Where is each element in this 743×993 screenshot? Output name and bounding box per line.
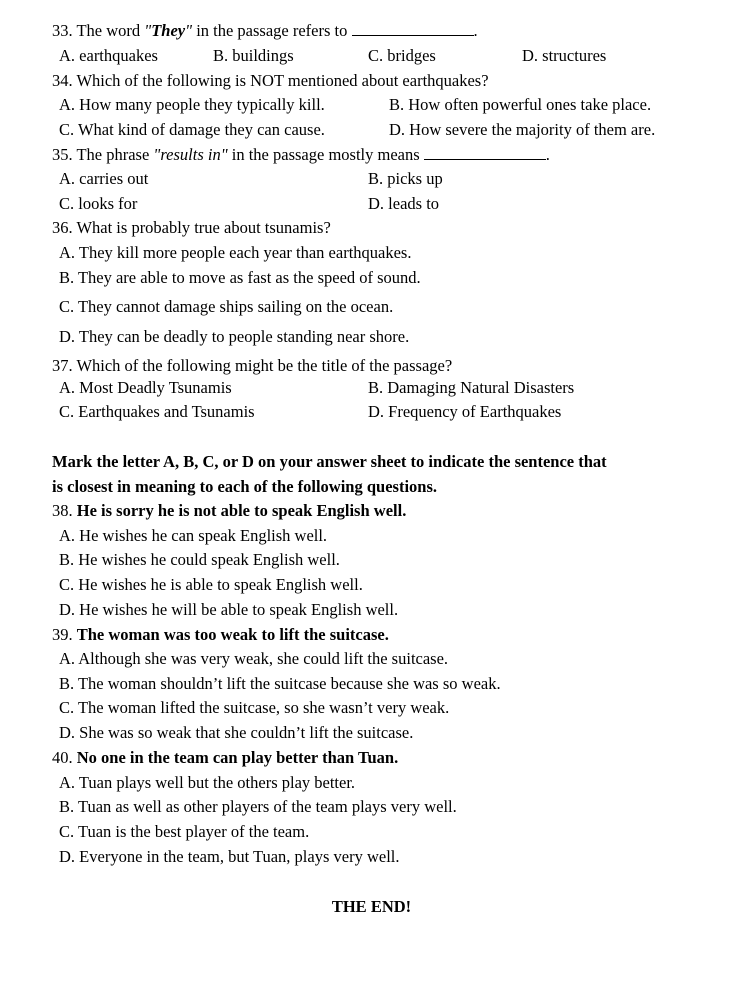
q36-number: 36. <box>52 218 73 237</box>
q35-option-a[interactable]: A. carries out <box>59 169 149 188</box>
q34-option-b[interactable]: B. How often powerful ones take place. <box>389 95 652 114</box>
q36-option-c[interactable]: C. They cannot damage ships sailing on the ocean. <box>59 297 394 316</box>
q35-end: . <box>545 145 550 164</box>
q40-option-c[interactable]: C. Tuan is the best player of the team. <box>59 822 310 841</box>
q39-option-c[interactable]: C. The woman lifted the suitcase, so she wasn’t very weak. <box>59 698 450 717</box>
q38-option-c[interactable]: C. He wishes he is able to speak English well. <box>59 575 363 594</box>
q36-option-b[interactable]: B. They are able to move as fast as the speed of sound. <box>59 268 421 287</box>
q33-stem <box>52 21 478 41</box>
q39-option-a[interactable]: A. Although she was very weak, she could lift the suitcase. <box>59 649 449 668</box>
q34-text: Which of the following is NOT mentioned about earthquakes? <box>76 71 489 90</box>
q39-text: The woman was too weak to lift the suitcase. <box>76 625 389 644</box>
q36-stem <box>52 218 331 238</box>
q33-option-b[interactable]: B. buildings <box>213 46 294 65</box>
q40-option-b[interactable]: B. Tuan as well as other players of the team plays very well. <box>59 797 457 816</box>
q36-option-d[interactable]: D. They can be deadly to people standing near shore. <box>59 327 410 346</box>
q38-option-d[interactable]: D. He wishes he will be able to speak English well. <box>59 600 399 619</box>
q35-option-c[interactable]: C. looks for <box>59 194 138 213</box>
q39-stem <box>52 625 389 645</box>
instruction-line-1: Mark the letter A, B, C, or D on your answer sheet to indicate the sentence that <box>52 452 607 471</box>
q33-text-before: The word <box>76 21 145 40</box>
q38-option-a[interactable]: A. He wishes he can speak English well. <box>59 526 328 545</box>
q33-number: 33. <box>52 21 73 40</box>
q38-option-b[interactable]: B. He wishes he could speak English well. <box>59 550 340 569</box>
q35-text-before: The phrase <box>76 145 154 164</box>
q33-option-d[interactable]: D. structures <box>522 46 607 65</box>
the-end-footer: THE END! <box>331 897 412 916</box>
q39-number: 39. <box>52 625 73 644</box>
q37-option-c[interactable]: C. Earthquakes and Tsunamis <box>59 402 255 421</box>
q35-text-after: in the passage mostly means <box>227 145 420 164</box>
q35-option-b[interactable]: B. picks up <box>368 169 443 188</box>
q40-option-a[interactable]: A. Tuan plays well but the others play better. <box>59 773 356 792</box>
q34-stem <box>52 71 489 91</box>
q35-stem <box>52 145 550 165</box>
q33-end: . <box>473 21 478 40</box>
q38-stem <box>52 501 406 521</box>
q35-answer-blank[interactable] <box>424 145 546 160</box>
q40-number: 40. <box>52 748 73 767</box>
q40-option-d[interactable]: D. Everyone in the team, but Tuan, plays very well. <box>59 847 400 866</box>
q33-quote-open: " <box>144 21 152 40</box>
q33-option-a[interactable]: A. earthquakes <box>59 46 158 65</box>
q36-text: What is probably true about tsunamis? <box>76 218 331 237</box>
q38-text: He is sorry he is not able to speak English well. <box>76 501 407 520</box>
q40-stem <box>52 748 398 768</box>
q33-quote-close: " <box>185 21 193 40</box>
q37-number: 37. <box>52 356 73 375</box>
q38-number: 38. <box>52 501 73 520</box>
q35-phrase: "results in" <box>153 145 228 164</box>
q37-option-b[interactable]: B. Damaging Natural Disasters <box>368 378 575 397</box>
q34-option-d[interactable]: D. How severe the majority of them are. <box>389 120 656 139</box>
q37-stem <box>52 356 452 376</box>
q34-number: 34. <box>52 71 73 90</box>
q34-option-c[interactable]: C. What kind of damage they can cause. <box>59 120 325 139</box>
q39-option-d[interactable]: D. She was so weak that she couldn’t lift the suitcase. <box>59 723 414 742</box>
q40-text: No one in the team can play better than Tuan. <box>76 748 399 767</box>
q35-number: 35. <box>52 145 73 164</box>
q35-option-d[interactable]: D. leads to <box>368 194 440 213</box>
q37-option-d[interactable]: D. Frequency of Earthquakes <box>368 402 562 421</box>
q33-keyword: They <box>151 21 186 40</box>
q37-option-a[interactable]: A. Most Deadly Tsunamis <box>59 378 232 397</box>
q33-answer-blank[interactable] <box>352 21 474 36</box>
instruction-line-2: is closest in meaning to each of the following questions. <box>52 477 438 496</box>
q33-option-c[interactable]: C. bridges <box>368 46 436 65</box>
q36-option-a[interactable]: A. They kill more people each year than earthquakes. <box>59 243 412 262</box>
q33-text-after: in the passage refers to <box>192 21 348 40</box>
q37-text: Which of the following might be the title of the passage? <box>76 356 453 375</box>
q39-option-b[interactable]: B. The woman shouldn’t lift the suitcase because she was so weak. <box>59 674 501 693</box>
q34-option-a[interactable]: A. How many people they typically kill. <box>59 95 325 114</box>
